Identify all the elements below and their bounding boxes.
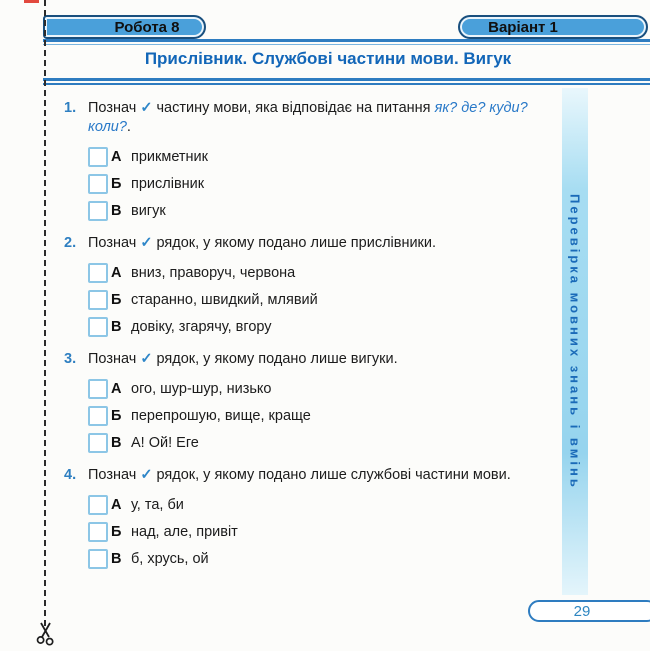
checkbox-q2-a[interactable] bbox=[88, 263, 108, 283]
option-row bbox=[64, 550, 560, 568]
red-crop-mark bbox=[24, 0, 39, 3]
checkbox-q1-v[interactable] bbox=[88, 201, 108, 221]
checkbox-q3-a[interactable] bbox=[88, 379, 108, 399]
checkbox-q1-b[interactable] bbox=[88, 174, 108, 194]
checkbox-q4-b[interactable] bbox=[88, 522, 108, 542]
question-4 bbox=[64, 466, 560, 568]
option-text: А! Ой! Еге bbox=[131, 435, 199, 451]
checkbox-q4-a[interactable] bbox=[88, 495, 108, 515]
question-1-title bbox=[64, 99, 560, 137]
option-letter: Б bbox=[111, 408, 122, 424]
option-row bbox=[64, 496, 560, 514]
question-text: Познач ✓ рядок, у якому подано лише службові частини мови. bbox=[88, 467, 511, 483]
work-number-badge bbox=[43, 15, 206, 39]
side-tab bbox=[562, 88, 588, 595]
option-letter: Б bbox=[111, 176, 122, 192]
variant-label: Варіант 1 bbox=[488, 18, 558, 36]
page-number: 29 bbox=[573, 602, 591, 620]
checkbox-q2-b[interactable] bbox=[88, 290, 108, 310]
checkbox-q3-v[interactable] bbox=[88, 433, 108, 453]
option-letter: В bbox=[111, 435, 122, 451]
question-text: Познач ✓ рядок, у якому подано лише вигуки. bbox=[88, 351, 398, 367]
option-row bbox=[64, 175, 560, 193]
option-text: довіку, згарячу, вгору bbox=[131, 319, 272, 335]
checkmark-icon: ✓ bbox=[140, 351, 153, 367]
option-row bbox=[64, 434, 560, 452]
checkmark-icon: ✓ bbox=[140, 235, 153, 251]
option-letter: А bbox=[111, 497, 122, 513]
option-text: над, але, привіт bbox=[131, 524, 238, 540]
option-row bbox=[64, 291, 560, 309]
option-text: ого, шур-шур, низько bbox=[131, 381, 272, 397]
option-row bbox=[64, 318, 560, 336]
question-number: 2. bbox=[64, 235, 77, 251]
question-number: 3. bbox=[64, 351, 77, 367]
variant-badge bbox=[458, 15, 648, 39]
option-text: старанно, швидкий, млявий bbox=[131, 292, 318, 308]
cut-dashed-line bbox=[44, 0, 46, 626]
question-text: Познач ✓ рядок, у якому подано лише прислівники. bbox=[88, 235, 437, 251]
question-1 bbox=[64, 99, 560, 220]
option-row bbox=[64, 407, 560, 425]
option-text: прислівник bbox=[131, 176, 205, 192]
checkbox-q2-v[interactable] bbox=[88, 317, 108, 337]
option-letter: В bbox=[111, 319, 122, 335]
question-number: 1. bbox=[64, 100, 77, 116]
option-letter: Б bbox=[111, 524, 122, 540]
question-2-title bbox=[64, 234, 560, 253]
option-letter: А bbox=[111, 265, 122, 281]
question-text: Познач ✓ частину мови, яка відповідає на питання як? де? куди? коли?. bbox=[88, 100, 528, 135]
side-tab-label: Перевірка мовних знань і вмінь bbox=[567, 193, 583, 490]
work-number-label: Робота 8 bbox=[114, 18, 180, 36]
option-row bbox=[64, 202, 560, 220]
option-text: б, хрусь, ой bbox=[131, 551, 209, 567]
option-letter: А bbox=[111, 381, 122, 397]
option-text: у, та, би bbox=[131, 497, 184, 513]
question-4-title bbox=[64, 466, 560, 485]
option-row bbox=[64, 523, 560, 541]
option-row bbox=[64, 380, 560, 398]
option-text: вигук bbox=[131, 203, 166, 219]
questions-list bbox=[64, 99, 560, 582]
page-title: Прислівник. Службові частини мови. Вигук bbox=[144, 49, 512, 68]
question-number: 4. bbox=[64, 467, 77, 483]
option-row bbox=[64, 264, 560, 282]
question-3 bbox=[64, 350, 560, 452]
question-2 bbox=[64, 234, 560, 336]
option-letter: В bbox=[111, 203, 122, 219]
option-letter: В bbox=[111, 551, 122, 567]
option-text: прикметник bbox=[131, 149, 209, 165]
checkbox-q4-v[interactable] bbox=[88, 549, 108, 569]
checkmark-icon: ✓ bbox=[140, 467, 153, 483]
checkbox-q3-b[interactable] bbox=[88, 406, 108, 426]
option-letter: А bbox=[111, 149, 122, 165]
title-rule bbox=[43, 78, 650, 85]
question-hint-italic: як? де? куди? коли? bbox=[88, 100, 528, 135]
option-text: перепрошую, вище, краще bbox=[131, 408, 311, 424]
question-3-title bbox=[64, 350, 560, 369]
option-text: вниз, праворуч, червона bbox=[131, 265, 296, 281]
header-rule bbox=[43, 39, 650, 45]
page-number-pill bbox=[528, 600, 650, 622]
checkmark-icon: ✓ bbox=[140, 100, 153, 116]
option-letter: Б bbox=[111, 292, 122, 308]
scissors-icon bbox=[36, 622, 55, 651]
option-row bbox=[64, 148, 560, 166]
checkbox-q1-a[interactable] bbox=[88, 147, 108, 167]
